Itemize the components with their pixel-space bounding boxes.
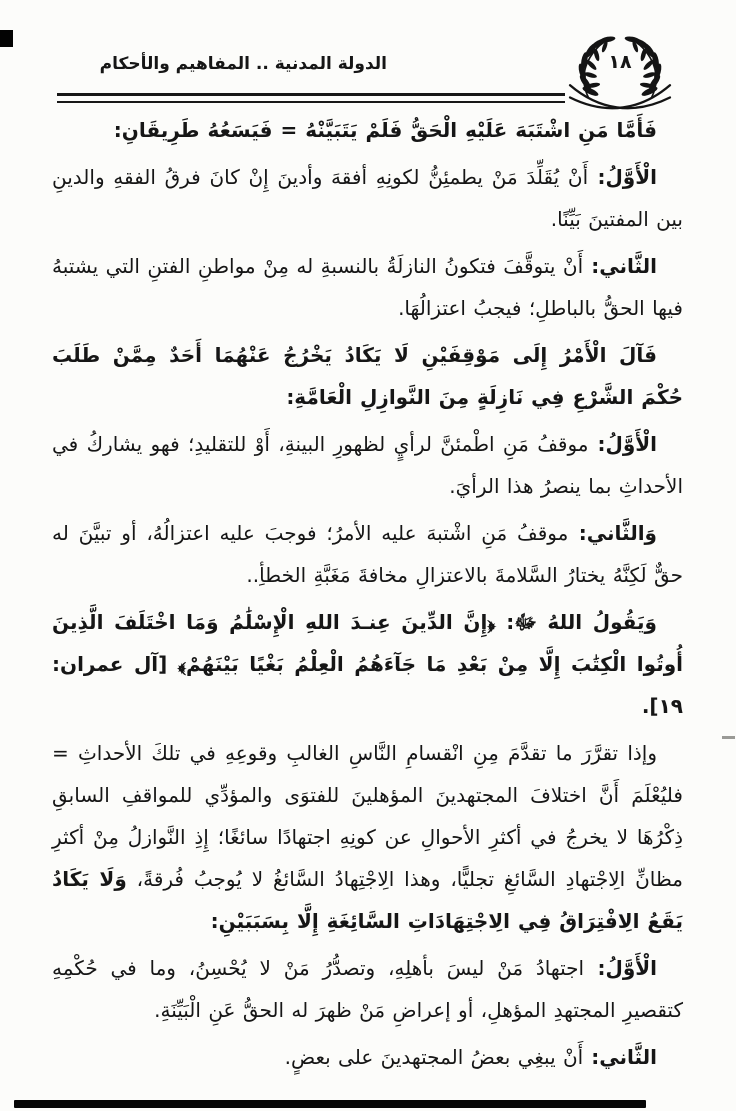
paragraph-3: الثَّاني: أَنْ يتوقَّفَ فتكونُ النازلَةُ بالنسبةِ له مِنْ مواطنِ الفتنِ التي يشتبهُ فيها الحقُّ بالباطلِ؛ فيجبُ اعتزالُهَا.: [52, 254, 683, 320]
paragraph-2: الْأَوَّلُ: أَنْ يُقَلِّدَ مَنْ يطمئِنُّ لكونِهِ أفقهَ وأدينَ إِنْ كانَ فرقُ الفقهِ والدينِ بين المفتينَ بَيِّنًا.: [52, 165, 683, 231]
paragraph-8: وإذا تقرَّرَ ما تقدَّمَ مِنِ انْقسامِ النَّاسِ الغالبِ وقوعِهِ في تلكَ الأحداثِ = فليُعْلَمَ أَنَّ اختلافَ المجتهدينَ المؤهلينَ للفتوَى والمؤدِّي للمواقفِ السابقِ ذِكْرُهَا لا يخرجُ في أكثرِ الأحوالِ عن كونِهِ اجتهادًا سائغًا؛ إِذِ النَّوازلُ مِنْ أكثرِ مظانِّ الِاجْتهادِ السَّائغِ تجليًّا، وهذا الِاجْتِهادُ السَّائغُ لا يُوجبُ فُرقةً، وَلَا يَكَادُ يَقَعُ الِافْتِرَاقُ فِي الِاجْتِهَادَاتِ السَّائِغَةِ إِلَّا بِسَبَبَيْنِ:: [52, 741, 684, 933]
paragraph-lead: الثَّاني:: [583, 1045, 657, 1069]
paragraph-lead: الْأَوَّلُ:: [588, 165, 657, 189]
paragraph-lead: الثَّاني:: [583, 254, 657, 278]
paragraph-10: الثَّاني: أَنْ يبغِي بعضُ المجتهدينَ على بعضٍ.: [284, 1045, 657, 1069]
paragraph-lead: وَالثَّاني:: [568, 521, 657, 545]
scan-edge-bar: [14, 1100, 646, 1108]
page-body: [52, 109, 683, 1083]
page-number: ١٨: [608, 51, 632, 73]
running-header-title: الدولة المدنية .. المفاهيم والأحكام: [99, 54, 387, 74]
paragraph-6: وَالثَّاني: موقفُ مَنِ اشْتبهَ عليه الأمرُ؛ فوجبَ عليه اعتزالُهُ، أو تبيَّنَ له حقٌّ لَكِنَّهُ يختارُ السَّلامةَ بالاعتزالِ مخافةَ مَغَبَّةِ الخطأِ..: [52, 521, 683, 587]
paragraph-emphasis: وَلَا يَكَادُ يَقَعُ الِافْتِرَاقُ فِي الِاجْتِهَادَاتِ السَّائِغَةِ إِلَّا بِسَبَبَيْنِ:: [52, 867, 683, 933]
paragraph-lead: وَيَقُولُ اللهُ ﷻ:: [495, 610, 657, 634]
header-double-rule: [57, 93, 565, 103]
paragraph-lead: الْأَوَّلُ:: [584, 956, 658, 980]
paragraph-1: فَأَمَّا مَنِ اشْتَبَهَ عَلَيْهِ الْحَقُّ فَلَمْ يَتَبَيَّنْهُ = فَيَسَعُهُ طَرِيقَانِ:: [113, 118, 657, 142]
scan-artifact-dash: [722, 736, 735, 739]
paragraph-7: وَيَقُولُ اللهُ ﷻ: ﴿إِنَّ الدِّينَ عِنـدَ اللهِ الْإِسْلَٰمُ وَمَا اخْتَلَفَ الَّذِينَ أُوتُوا الْكِتَٰبَ إِلَّا مِنْ بَعْدِ مَا جَآءَهُمُ الْعِلْمُ بَغْيًا بَيْنَهُمْ﴾ [آل عمران: ١٩].: [52, 610, 683, 718]
page-number-wreath: [566, 32, 674, 110]
paragraph-lead: الْأَوَّلُ:: [588, 432, 657, 456]
paragraph-4: فَآلَ الْأَمْرُ إِلَى مَوْقِفَيْنِ لَا يَكَادُ يَخْرُجُ عَنْهُمَا أَحَدٌ مِمَّنْ طَلَبَ حُكْمَ الشَّرْعِ فِي نَازِلَةٍ مِنَ النَّوازِلِ الْعَامَّةِ:: [52, 343, 683, 409]
paragraph-5: الْأَوَّلُ: موقفُ مَنِ اطْمئنَّ لرأيٍ لظهورِ البينةِ، أَوْ للتقليدِ؛ فهو يشاركُ في الأحداثِ بما ينصرُ هذا الرأيَ.: [52, 432, 683, 498]
paragraph-9: الْأَوَّلُ: اجتهادُ مَنْ ليسَ بأهلِهِ، وتصدُّرُ مَنْ لا يُحْسِنُ، وما في حُكْمِهِ كتقصيرِ المجتهدِ المؤهلِ، أو إعراضِ مَنْ ظهرَ له الحقُّ عَنِ الْبَيِّنَةِ.: [52, 956, 683, 1022]
scan-artifact-blob: [0, 30, 13, 47]
